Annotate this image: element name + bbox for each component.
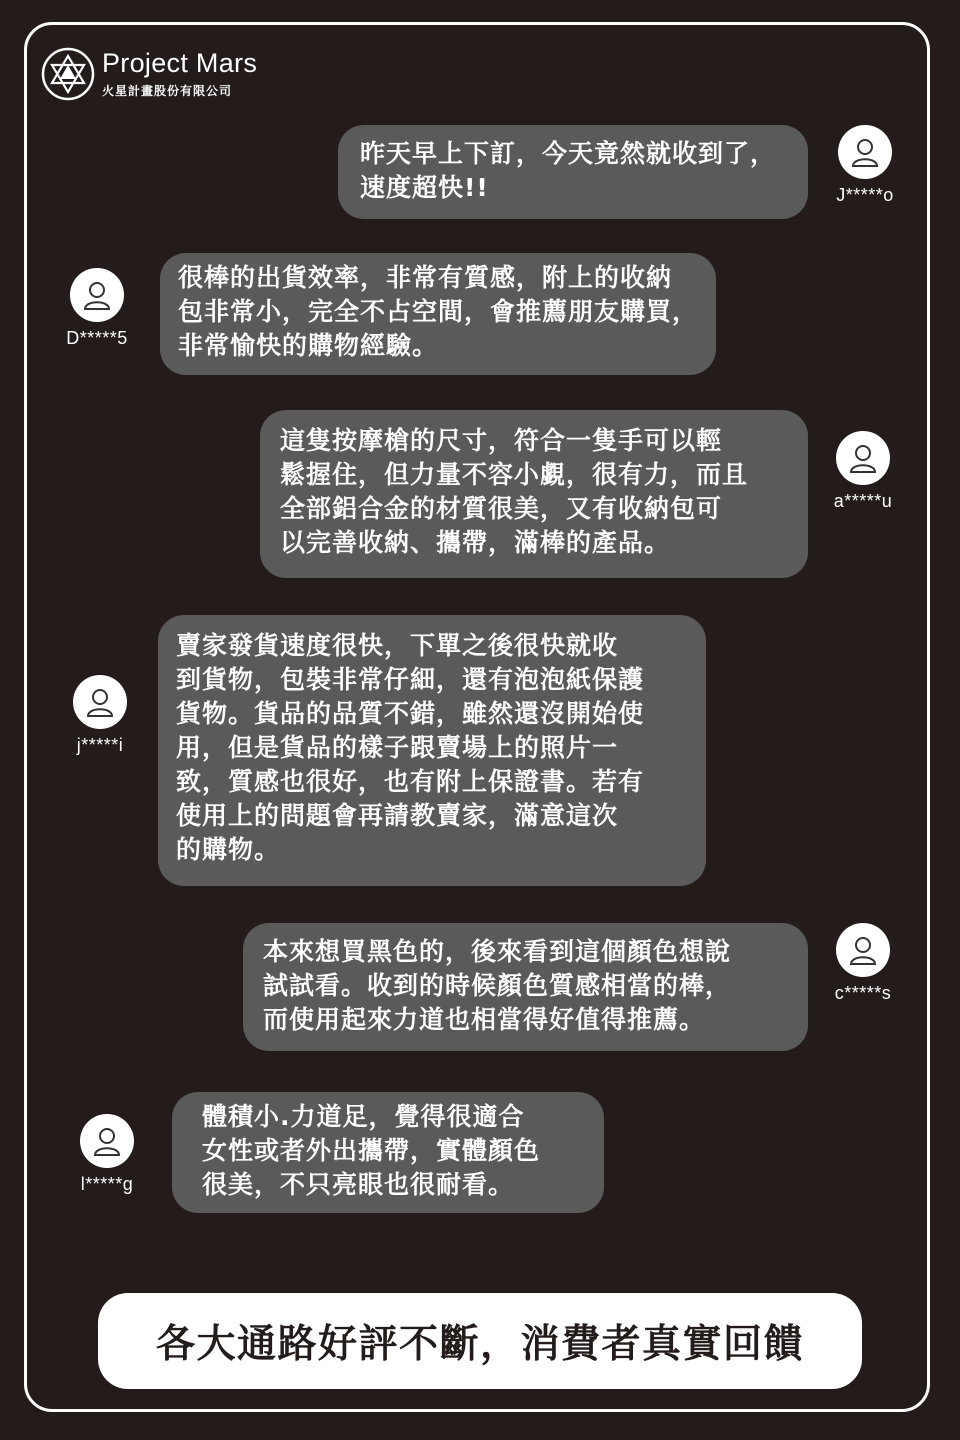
user-avatar	[70, 268, 124, 322]
project-mars-logo-icon	[40, 46, 96, 102]
user-icon	[846, 441, 880, 475]
user-avatar	[836, 923, 890, 977]
review-bubble-5: 本來想買黑色的，後來看到這個顏色想說 試試看。收到的時候顏色質感相當的棒， 而使用起來力道也相當得好值得推薦。	[243, 923, 808, 1051]
user-icon	[846, 933, 880, 967]
reviewer-1	[810, 125, 920, 206]
review-bubble-2: 很棒的出貨效率，非常有質感，附上的收納 包非常小，完全不占空間，會推薦朋友購買， 非常愉快的購物經驗。	[160, 253, 716, 375]
user-avatar	[80, 1114, 134, 1168]
user-avatar	[836, 431, 890, 485]
review-bubble-1: 昨天早上下訂，今天竟然就收到了， 速度超快!!	[338, 125, 808, 219]
reviewer-name: l*****g	[80, 1174, 134, 1194]
user-icon	[848, 135, 882, 169]
reviewer-name: D*****5	[66, 328, 128, 348]
reviewer-3	[808, 431, 918, 512]
reviewer-name: j*****i	[76, 735, 124, 755]
review-bubble-6: 體積小.力道足，覺得很適合 女性或者外出攜帶，實體顏色 很美，不只亮眼也很耐看。	[172, 1092, 604, 1213]
summary-banner: 各大通路好評不斷，消費者真實回饋	[98, 1293, 862, 1389]
reviewer-5	[808, 923, 918, 1004]
reviewer-name: J*****o	[836, 185, 894, 205]
brand-name: Project Mars	[102, 48, 258, 78]
review-bubble-3: 這隻按摩槍的尺寸，符合一隻手可以輕 鬆握住，但力量不容小覷，很有力，而且 全部鋁合金的材質很美，又有收納包可 以完善收納、攜帶，滿棒的產品。	[260, 410, 808, 578]
user-icon	[90, 1124, 124, 1158]
brand-subtitle: 火星計畫股份有限公司	[102, 84, 233, 98]
reviewer-2	[42, 268, 152, 349]
user-avatar	[73, 675, 127, 729]
reviewer-6	[52, 1114, 162, 1195]
user-icon	[83, 685, 117, 719]
user-icon	[80, 278, 114, 312]
user-avatar	[838, 125, 892, 179]
reviewer-name: a*****u	[833, 491, 893, 511]
reviewer-name: c*****s	[834, 983, 892, 1003]
review-bubble-4: 賣家發貨速度很快，下單之後很快就收 到貨物，包裝非常仔細，還有泡泡紙保護 貨物。貨品的品質不錯，雖然還沒開始使 用，但是貨品的樣子跟賣場上的照片一 致，質感也很好，也有附上保證書。若有 使用上的問題會再請教賣家，滿意這次 的購物。	[158, 615, 706, 886]
reviewer-4	[45, 675, 155, 756]
